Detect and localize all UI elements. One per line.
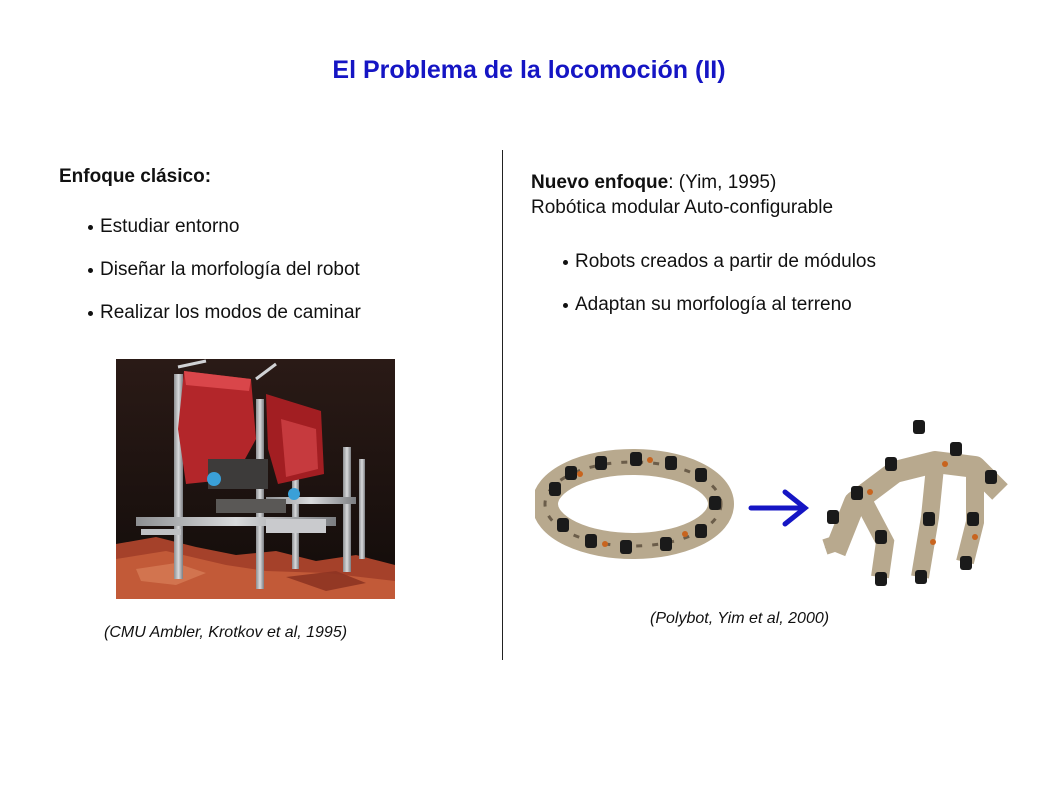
bullet-dot-icon bbox=[88, 311, 93, 316]
slide-title: El Problema de la locomoción (II) bbox=[332, 56, 726, 84]
column-divider bbox=[502, 150, 503, 660]
left-caption: (CMU Ambler, Krotkov et al, 1995) bbox=[104, 624, 348, 641]
left-bullet-2: Diseñar la morfología del robot bbox=[88, 259, 360, 281]
transform-arrow-icon bbox=[751, 492, 805, 524]
bullet-dot-icon bbox=[88, 268, 93, 273]
bullet-dot-icon bbox=[563, 260, 568, 265]
polybot-photo bbox=[535, 412, 1010, 592]
right-heading: Nuevo enfoque: (Yim, 1995) Robótica modular Auto-configurable bbox=[531, 172, 834, 218]
right-caption: (Polybot, Yim et al, 2000) bbox=[650, 610, 830, 627]
right-bullet-2: Adaptan su morfología al terreno bbox=[563, 294, 852, 316]
left-bullet-1: Estudiar entorno bbox=[88, 216, 239, 238]
right-bullet-1: Robots creados a partir de módulos bbox=[563, 251, 876, 273]
bullet-dot-icon bbox=[88, 225, 93, 230]
right-subheading: Robótica modular Auto-configurable bbox=[531, 197, 834, 218]
left-bullet-3: Realizar los modos de caminar bbox=[88, 302, 361, 324]
polybot-walker-illustration bbox=[827, 420, 1000, 586]
polybot-loop-illustration bbox=[545, 452, 721, 554]
left-heading: Enfoque clásico: bbox=[59, 166, 212, 187]
bullet-dot-icon bbox=[563, 303, 568, 308]
cmu-ambler-photo bbox=[116, 359, 395, 599]
